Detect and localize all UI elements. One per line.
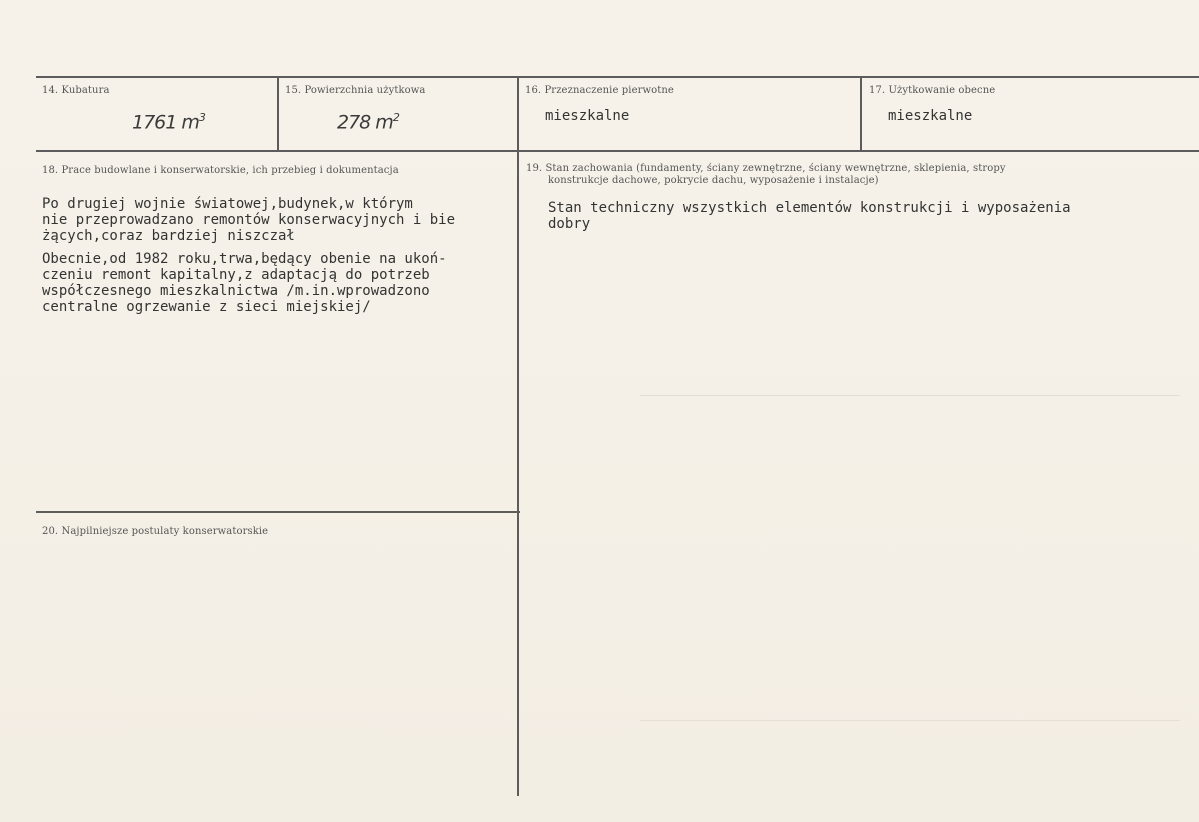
stan-label-line-1: 19. Stan zachowania (fundamenty, ściany zewnętrzne, ściany wewnętrzne, sklepienia, stropy	[526, 163, 1006, 174]
postulaty-label: 20. Najpilniejsze postulaty konserwatorskie	[42, 526, 269, 537]
kubatura-number: 1761 m	[132, 111, 199, 134]
powierzchnia-exponent: 2	[392, 111, 399, 124]
kubatura-exponent: 3	[198, 111, 205, 124]
paper-bleed-mark	[640, 395, 1180, 396]
przeznaczenie-value: mieszkalne	[545, 108, 630, 124]
uzytkowanie-label: 17. Użytkowanie obecne	[869, 85, 996, 96]
powierzchnia-number: 278 m	[337, 111, 393, 134]
col-divider-1	[277, 76, 279, 151]
powierzchnia-label: 15. Powierzchnia użytkowa	[285, 85, 426, 96]
section-divider	[36, 511, 520, 513]
top-rule	[36, 76, 1199, 78]
prace-paragraph-2: Obecnie,od 1982 roku,trwa,będący obenie na ukoń- czeniu remont kapitalny,z adaptacją do potrzeb współczesnego mieszkalnictwa /m.in.wprowadzono centralne ogrzewanie z sieci miejskiej/	[42, 251, 447, 315]
przeznaczenie-label: 16. Przeznaczenie pierwotne	[525, 85, 674, 96]
kubatura-value	[132, 111, 205, 133]
stan-text: Stan techniczny wszystkich elementów konstrukcji i wyposażenia dobry	[548, 200, 1071, 232]
uzytkowanie-value: mieszkalne	[888, 108, 973, 124]
kubatura-label: 14. Kubatura	[42, 85, 110, 96]
paper-bleed-mark	[640, 720, 1180, 721]
stan-label-line-2: konstrukcje dachowe, pokrycie dachu, wyposażenie i instalacje)	[548, 175, 879, 186]
col-divider-3	[860, 76, 862, 151]
row-divider	[36, 150, 1199, 152]
col-divider-2	[517, 76, 519, 796]
powierzchnia-value	[337, 111, 399, 133]
prace-label: 18. Prace budowlane i konserwatorskie, ich przebieg i dokumentacja	[42, 165, 399, 176]
prace-paragraph-1: Po drugiej wojnie światowej,budynek,w którym nie przeprowadzano remontów konserwacyjnych i bie żących,coraz bardziej niszczał	[42, 196, 456, 244]
